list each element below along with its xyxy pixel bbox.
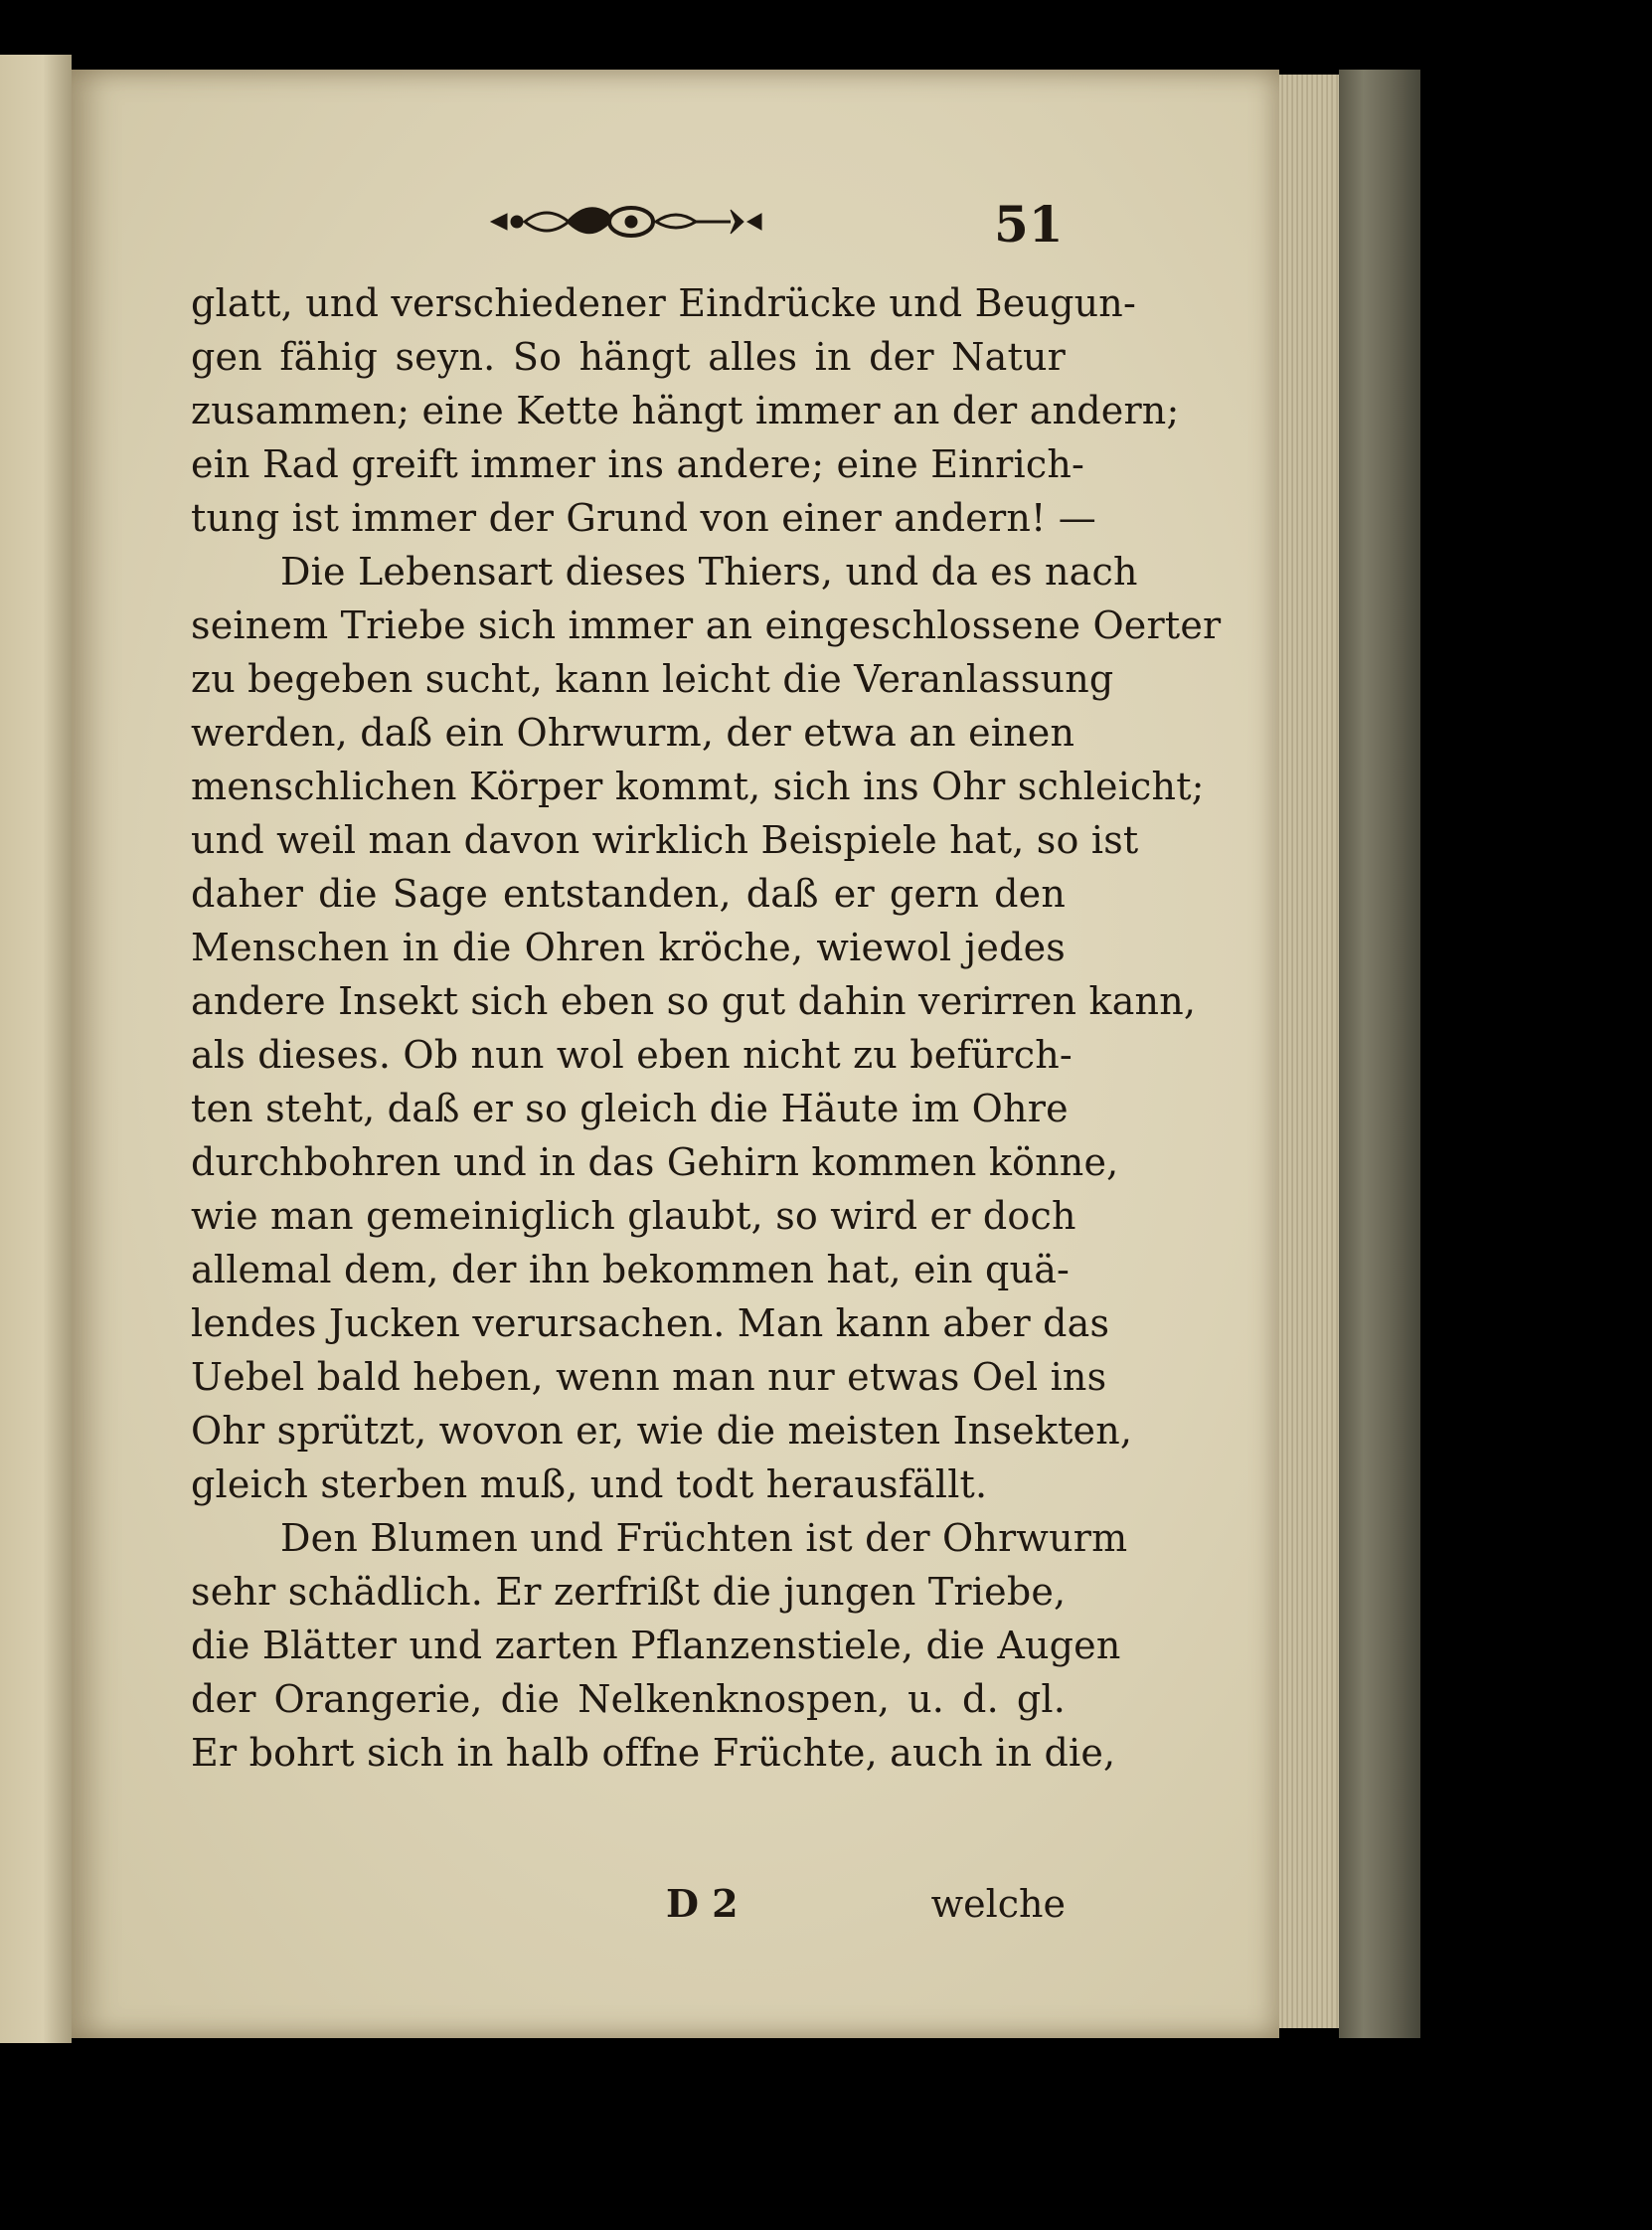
- text-line: ein Rad greift immer ins andere; eine Einrich-: [191, 442, 1085, 486]
- text-line: sehr schädlich. Er zerfrißt die jungen Triebe,: [191, 1570, 1067, 1614]
- text-line: und weil man davon wirklich Beispiele hat, so ist: [191, 818, 1139, 862]
- text-line: gen fähig seyn. So hängt alles in der Natur: [191, 335, 1066, 379]
- book-cover-edge: [1339, 70, 1420, 2038]
- page-number: 51: [994, 195, 1064, 254]
- text-line: Er bohrt sich in halb offne Früchte, auch in die,: [191, 1731, 1116, 1775]
- text-line: tung ist immer der Grund von einer andern! —: [191, 496, 1096, 540]
- text-line: glatt, und verschiedener Eindrücke und Beugun-: [191, 281, 1136, 325]
- text-line: werden, daß ein Ohrwurm, der etwa an einen: [191, 711, 1075, 755]
- text-line: Die Lebensart dieses Thiers, und da es nach: [280, 550, 1138, 594]
- text-line: Den Blumen und Früchten ist der Ohrwurm: [280, 1516, 1128, 1560]
- text-line: andere Insekt sich eben so gut dahin verirren kann,: [191, 979, 1197, 1023]
- page-stack-edge: [1279, 75, 1339, 2028]
- text-line: Ohr sprützt, wovon er, wie die meisten Insekten,: [191, 1409, 1133, 1453]
- text-line: seinem Triebe sich immer an eingeschlossene Oerter: [191, 603, 1222, 647]
- text-line: durchbohren und in das Gehirn kommen könne,: [191, 1140, 1119, 1184]
- text-line: Uebel bald heben, wenn man nur etwas Oel ins: [191, 1355, 1107, 1399]
- page-footer: [191, 1877, 1066, 1931]
- printers-ornament-icon: [487, 194, 765, 250]
- text-line: wie man gemeiniglich glaubt, so wird er doch: [191, 1194, 1076, 1238]
- text-line: Menschen in die Ohren kröche, wiewol jedes: [191, 926, 1066, 969]
- text-line: als dieses. Ob nun wol eben nicht zu befürch-: [191, 1033, 1073, 1077]
- text-line: gleich sterben muß, und todt herausfällt.: [191, 1462, 988, 1506]
- text-line: der Orangerie, die Nelkenknospen, u. d. gl.: [191, 1677, 1066, 1721]
- text-line: lendes Jucken verursachen. Man kann aber das: [191, 1301, 1110, 1345]
- signature-mark: D 2: [666, 1881, 739, 1926]
- text-line: zusammen; eine Kette hängt immer an der andern;: [191, 389, 1180, 432]
- text-line: daher die Sage entstanden, daß er gern den: [191, 872, 1066, 916]
- text-line: zu begeben sucht, kann leicht die Veranlassung: [191, 657, 1114, 701]
- text-line: allemal dem, der ihn bekommen hat, ein quä-: [191, 1248, 1071, 1291]
- text-line: ten steht, daß er so gleich die Häute im Ohre: [191, 1087, 1069, 1130]
- text-line: menschlichen Körper kommt, sich ins Ohr schleicht;: [191, 765, 1205, 808]
- facing-page-edge: [0, 55, 72, 2043]
- text-line: die Blätter und zarten Pflanzenstiele, die Augen: [191, 1624, 1121, 1667]
- catchword: welche: [930, 1882, 1066, 1926]
- page-body-text: [191, 276, 1222, 1780]
